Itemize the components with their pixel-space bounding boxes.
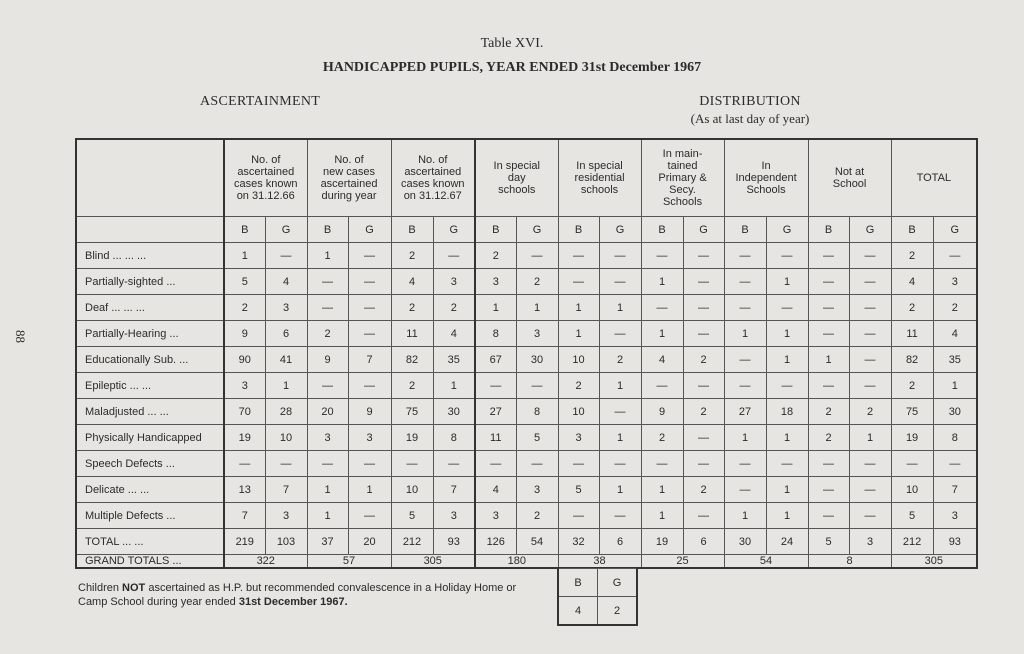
table-cell: 8 bbox=[475, 321, 516, 347]
table-cell: — bbox=[516, 373, 558, 399]
table-cell: 1 bbox=[766, 321, 808, 347]
table-cell: 1 bbox=[808, 347, 849, 373]
table-cell: — bbox=[683, 503, 724, 529]
table-cell: — bbox=[599, 321, 641, 347]
table-cell: 30 bbox=[516, 347, 558, 373]
table-row bbox=[76, 399, 977, 425]
table-cell: 1 bbox=[516, 295, 558, 321]
table-cell: 9 bbox=[641, 399, 683, 425]
table-cell: — bbox=[891, 451, 933, 477]
table-cell: 5 bbox=[391, 503, 433, 529]
table-cell: — bbox=[348, 451, 391, 477]
table-cell: 1 bbox=[766, 503, 808, 529]
table-cell: — bbox=[391, 451, 433, 477]
table-cell: 7 bbox=[224, 503, 265, 529]
table-cell: 3 bbox=[475, 503, 516, 529]
table-cell: 2 bbox=[933, 295, 977, 321]
table-cell: — bbox=[265, 451, 307, 477]
table-cell: 1 bbox=[766, 347, 808, 373]
table-cell: 13 bbox=[224, 477, 265, 503]
table-cell: — bbox=[558, 503, 599, 529]
table-cell: 1 bbox=[348, 477, 391, 503]
table-cell: 2 bbox=[475, 243, 516, 269]
table-cell: — bbox=[599, 243, 641, 269]
row-label: Blind ... ... ... bbox=[76, 243, 224, 269]
table-cell: 2 bbox=[391, 295, 433, 321]
table-cell: — bbox=[766, 243, 808, 269]
handicapped-pupils-table bbox=[75, 138, 978, 569]
table-cell: 93 bbox=[433, 529, 475, 555]
grand-total-cell: 305 bbox=[891, 555, 977, 569]
table-cell: 82 bbox=[891, 347, 933, 373]
table-cell: 18 bbox=[766, 399, 808, 425]
table-cell: — bbox=[724, 451, 766, 477]
table-cell: — bbox=[265, 243, 307, 269]
convalescence-b-value: 4 bbox=[558, 597, 598, 626]
col-group-special-day: In special day schools bbox=[475, 139, 558, 217]
table-cell: 3 bbox=[265, 295, 307, 321]
table-cell: 54 bbox=[516, 529, 558, 555]
table-cell: 28 bbox=[265, 399, 307, 425]
table-row bbox=[76, 347, 977, 373]
ascertainment-label: ASCERTAINMENT bbox=[200, 94, 321, 109]
table-cell: 1 bbox=[849, 425, 891, 451]
table-cell: 10 bbox=[891, 477, 933, 503]
col-group-total: TOTAL bbox=[891, 139, 977, 217]
table-cell: 4 bbox=[475, 477, 516, 503]
table-cell: — bbox=[348, 373, 391, 399]
table-cell: — bbox=[307, 373, 348, 399]
table-cell: 2 bbox=[391, 243, 433, 269]
table-cell: — bbox=[475, 373, 516, 399]
table-cell: 1 bbox=[766, 269, 808, 295]
table-cell: — bbox=[849, 269, 891, 295]
table-cell: 4 bbox=[265, 269, 307, 295]
table-cell: 3 bbox=[265, 503, 307, 529]
table-cell: 1 bbox=[558, 295, 599, 321]
table-cell: 3 bbox=[348, 425, 391, 451]
table-cell: 1 bbox=[599, 477, 641, 503]
table-cell: — bbox=[641, 295, 683, 321]
table-cell: 70 bbox=[224, 399, 265, 425]
girls-header: G bbox=[766, 217, 808, 243]
grand-total-cell: 8 bbox=[808, 555, 891, 569]
table-cell: — bbox=[849, 451, 891, 477]
grand-totals-row bbox=[76, 555, 977, 569]
row-label: Multiple Defects ... bbox=[76, 503, 224, 529]
table-cell: 1 bbox=[433, 373, 475, 399]
table-cell: 2 bbox=[808, 425, 849, 451]
table-cell: 27 bbox=[724, 399, 766, 425]
table-cell: — bbox=[808, 503, 849, 529]
table-cell: — bbox=[641, 243, 683, 269]
table-cell: 8 bbox=[933, 425, 977, 451]
table-cell: 2 bbox=[641, 425, 683, 451]
table-cell: 126 bbox=[475, 529, 516, 555]
table-cell: 2 bbox=[516, 269, 558, 295]
table-cell: — bbox=[849, 373, 891, 399]
girls-header: G bbox=[516, 217, 558, 243]
table-cell: — bbox=[724, 373, 766, 399]
grand-total-cell: 322 bbox=[224, 555, 307, 569]
table-row bbox=[76, 529, 977, 555]
table-cell: 1 bbox=[766, 425, 808, 451]
table-cell: 1 bbox=[641, 477, 683, 503]
table-cell: — bbox=[724, 477, 766, 503]
table-cell: 5 bbox=[558, 477, 599, 503]
table-cell: 10 bbox=[558, 347, 599, 373]
table-cell: 41 bbox=[265, 347, 307, 373]
table-cell: — bbox=[808, 243, 849, 269]
table-cell: — bbox=[348, 295, 391, 321]
table-cell: 3 bbox=[516, 321, 558, 347]
table-cell: — bbox=[849, 243, 891, 269]
boys-header: B bbox=[724, 217, 766, 243]
table-cell: — bbox=[808, 269, 849, 295]
table-cell: — bbox=[683, 373, 724, 399]
table-cell: 103 bbox=[265, 529, 307, 555]
table-cell: — bbox=[599, 503, 641, 529]
table-cell: 19 bbox=[224, 425, 265, 451]
table-cell: 2 bbox=[683, 399, 724, 425]
table-cell: 3 bbox=[433, 503, 475, 529]
table-cell: 4 bbox=[641, 347, 683, 373]
table-cell: 2 bbox=[891, 295, 933, 321]
row-label: Partially-sighted ... bbox=[76, 269, 224, 295]
table-cell: 90 bbox=[224, 347, 265, 373]
table-row bbox=[76, 243, 977, 269]
table-cell: — bbox=[599, 269, 641, 295]
convalescence-table bbox=[557, 568, 638, 626]
table-cell: — bbox=[724, 347, 766, 373]
table-cell: 19 bbox=[891, 425, 933, 451]
row-label: Educationally Sub. ... bbox=[76, 347, 224, 373]
table-cell: — bbox=[516, 243, 558, 269]
table-cell: 1 bbox=[641, 269, 683, 295]
table-cell: 10 bbox=[265, 425, 307, 451]
table-cell: 11 bbox=[391, 321, 433, 347]
girls-header: G bbox=[433, 217, 475, 243]
table-cell: 20 bbox=[307, 399, 348, 425]
table-cell: — bbox=[516, 451, 558, 477]
table-cell: — bbox=[558, 269, 599, 295]
table-cell: 9 bbox=[224, 321, 265, 347]
grand-total-cell: 25 bbox=[641, 555, 724, 569]
table-cell: — bbox=[641, 373, 683, 399]
table-cell: — bbox=[683, 243, 724, 269]
corner-cell bbox=[76, 139, 224, 217]
row-label: TOTAL ... ... bbox=[76, 529, 224, 555]
table-row bbox=[76, 269, 977, 295]
table-cell: 212 bbox=[391, 529, 433, 555]
table-cell: 19 bbox=[391, 425, 433, 451]
table-cell: 8 bbox=[433, 425, 475, 451]
row-label: Epileptic ... ... bbox=[76, 373, 224, 399]
table-cell: 219 bbox=[224, 529, 265, 555]
table-cell: 11 bbox=[475, 425, 516, 451]
col-group-special-residential: In special residential schools bbox=[558, 139, 641, 217]
table-cell: 1 bbox=[599, 295, 641, 321]
row-label: Physically Handicapped bbox=[76, 425, 224, 451]
table-cell: — bbox=[224, 451, 265, 477]
convalescence-g-value: 2 bbox=[598, 597, 638, 626]
table-cell: 6 bbox=[265, 321, 307, 347]
table-cell: 20 bbox=[348, 529, 391, 555]
table-cell: 2 bbox=[891, 373, 933, 399]
table-cell: 2 bbox=[516, 503, 558, 529]
table-body bbox=[76, 243, 977, 555]
table-cell: 6 bbox=[599, 529, 641, 555]
table-cell: 3 bbox=[933, 269, 977, 295]
col-group-independent-schools: In Independent Schools bbox=[724, 139, 808, 217]
table-cell: 1 bbox=[307, 477, 348, 503]
table-cell: 3 bbox=[475, 269, 516, 295]
table-cell: — bbox=[849, 503, 891, 529]
table-cell: 5 bbox=[891, 503, 933, 529]
table-cell: 1 bbox=[307, 243, 348, 269]
table-cell: — bbox=[766, 295, 808, 321]
table-cell: 67 bbox=[475, 347, 516, 373]
grand-total-cell: 57 bbox=[307, 555, 391, 569]
girls-header: G bbox=[849, 217, 891, 243]
boys-header: B bbox=[391, 217, 433, 243]
table-cell: 1 bbox=[265, 373, 307, 399]
table-title: Table XVI. bbox=[480, 36, 544, 51]
table-cell: 30 bbox=[433, 399, 475, 425]
girls-header: G bbox=[933, 217, 977, 243]
table-cell: 75 bbox=[391, 399, 433, 425]
col-group-new-cases: No. of new cases ascertained during year bbox=[307, 139, 391, 217]
table-cell: 2 bbox=[224, 295, 265, 321]
table-cell: 4 bbox=[391, 269, 433, 295]
table-row bbox=[76, 503, 977, 529]
girls-header: G bbox=[265, 217, 307, 243]
table-cell: 3 bbox=[433, 269, 475, 295]
table-cell: 2 bbox=[849, 399, 891, 425]
table-cell: — bbox=[766, 373, 808, 399]
table-cell: 27 bbox=[475, 399, 516, 425]
table-cell: — bbox=[683, 269, 724, 295]
table-cell: 3 bbox=[224, 373, 265, 399]
table-cell: — bbox=[766, 451, 808, 477]
table-cell: — bbox=[307, 451, 348, 477]
table-cell: — bbox=[641, 451, 683, 477]
table-cell: 35 bbox=[933, 347, 977, 373]
table-cell: — bbox=[683, 321, 724, 347]
table-cell: 7 bbox=[348, 347, 391, 373]
convalescence-g-header: G bbox=[598, 569, 638, 597]
table-row bbox=[76, 295, 977, 321]
table-cell: 3 bbox=[307, 425, 348, 451]
table-cell: 2 bbox=[391, 373, 433, 399]
table-cell: 11 bbox=[891, 321, 933, 347]
table-cell: 1 bbox=[724, 321, 766, 347]
table-cell: 5 bbox=[808, 529, 849, 555]
table-cell: 2 bbox=[307, 321, 348, 347]
table-cell: — bbox=[849, 477, 891, 503]
page-number: 88 bbox=[13, 330, 28, 343]
table-cell: 30 bbox=[933, 399, 977, 425]
table-cell: 2 bbox=[599, 347, 641, 373]
table-cell: 1 bbox=[641, 321, 683, 347]
table-cell: 37 bbox=[307, 529, 348, 555]
table-cell: 4 bbox=[933, 321, 977, 347]
table-cell: 2 bbox=[433, 295, 475, 321]
table-cell: 1 bbox=[475, 295, 516, 321]
col-group-cases-3112-66: No. of ascertained cases known on 31.12.66 bbox=[224, 139, 307, 217]
table-cell: — bbox=[724, 295, 766, 321]
table-cell: 3 bbox=[933, 503, 977, 529]
grand-total-cell: 54 bbox=[724, 555, 808, 569]
table-cell: 3 bbox=[516, 477, 558, 503]
table-cell: 32 bbox=[558, 529, 599, 555]
table-cell: 3 bbox=[849, 529, 891, 555]
table-cell: 19 bbox=[641, 529, 683, 555]
table-cell: 8 bbox=[516, 399, 558, 425]
table-cell: 4 bbox=[433, 321, 475, 347]
table-cell: — bbox=[683, 451, 724, 477]
table-cell: 1 bbox=[724, 503, 766, 529]
table-cell: 10 bbox=[558, 399, 599, 425]
table-cell: — bbox=[808, 451, 849, 477]
table-cell: 2 bbox=[683, 347, 724, 373]
table-cell: — bbox=[808, 373, 849, 399]
table-cell: 9 bbox=[307, 347, 348, 373]
table-row bbox=[76, 321, 977, 347]
table-cell: 1 bbox=[641, 503, 683, 529]
table-row bbox=[76, 425, 977, 451]
table-cell: 1 bbox=[599, 373, 641, 399]
table-cell: — bbox=[475, 451, 516, 477]
table-cell: 1 bbox=[724, 425, 766, 451]
table-cell: — bbox=[433, 243, 475, 269]
row-label: Deaf ... ... ... bbox=[76, 295, 224, 321]
table-cell: 10 bbox=[391, 477, 433, 503]
table-cell: — bbox=[307, 269, 348, 295]
table-cell: 5 bbox=[224, 269, 265, 295]
table-cell: 3 bbox=[558, 425, 599, 451]
row-label: Maladjusted ... ... bbox=[76, 399, 224, 425]
row-label: Partially-Hearing ... bbox=[76, 321, 224, 347]
distribution-subtitle: (As at last day of year) bbox=[690, 111, 810, 126]
col-group-cases-3112-67: No. of ascertained cases known on 31.12.67 bbox=[391, 139, 475, 217]
footnote: Children NOT ascertained as H.P. but recommended convalescence in a Holiday Home or Camp School during year ended 31st December 1967. bbox=[78, 582, 517, 608]
main-heading: HANDICAPPED PUPILS, YEAR ENDED 31st December 1967 bbox=[322, 60, 702, 75]
table-cell: 2 bbox=[558, 373, 599, 399]
row-label: Delicate ... ... bbox=[76, 477, 224, 503]
grand-total-cell: 305 bbox=[391, 555, 475, 569]
table-row bbox=[76, 477, 977, 503]
table-cell: 75 bbox=[891, 399, 933, 425]
table-cell: 5 bbox=[516, 425, 558, 451]
distribution-label: DISTRIBUTION bbox=[699, 94, 801, 109]
table-cell: — bbox=[849, 347, 891, 373]
table-cell: 2 bbox=[891, 243, 933, 269]
grand-totals-label: GRAND TOTALS ... bbox=[76, 555, 224, 569]
boys-header: B bbox=[641, 217, 683, 243]
table-cell: 6 bbox=[683, 529, 724, 555]
boys-header: B bbox=[224, 217, 265, 243]
table-row bbox=[76, 373, 977, 399]
boys-header: B bbox=[475, 217, 516, 243]
row-label: Speech Defects ... bbox=[76, 451, 224, 477]
table-cell: 1 bbox=[307, 503, 348, 529]
table-cell: 7 bbox=[433, 477, 475, 503]
col-group-not-at-school: Not at School bbox=[808, 139, 891, 217]
table-cell: 82 bbox=[391, 347, 433, 373]
bg-corner-cell bbox=[76, 217, 224, 243]
table-cell: — bbox=[849, 321, 891, 347]
table-cell: 2 bbox=[808, 399, 849, 425]
boys-header: B bbox=[307, 217, 348, 243]
girls-header: G bbox=[599, 217, 641, 243]
girls-header: G bbox=[683, 217, 724, 243]
table-cell: — bbox=[724, 269, 766, 295]
table-cell: — bbox=[808, 477, 849, 503]
table-cell: 24 bbox=[766, 529, 808, 555]
col-group-maintained-schools: In main- tained Primary & Secy. Schools bbox=[641, 139, 724, 217]
grand-total-cell: 180 bbox=[475, 555, 558, 569]
table-cell: — bbox=[558, 243, 599, 269]
girls-header: G bbox=[348, 217, 391, 243]
table-cell: — bbox=[348, 503, 391, 529]
grand-total-cell: 38 bbox=[558, 555, 641, 569]
table-cell: — bbox=[683, 295, 724, 321]
table-cell: 30 bbox=[724, 529, 766, 555]
table-cell: 1 bbox=[933, 373, 977, 399]
table-cell: — bbox=[683, 425, 724, 451]
table-cell: 212 bbox=[891, 529, 933, 555]
group-header-row bbox=[76, 139, 977, 217]
table-cell: 93 bbox=[933, 529, 977, 555]
table-cell: — bbox=[599, 399, 641, 425]
table-cell: — bbox=[849, 295, 891, 321]
table-cell: — bbox=[724, 243, 766, 269]
table-cell: — bbox=[307, 295, 348, 321]
boys-header: B bbox=[891, 217, 933, 243]
table-cell: — bbox=[933, 243, 977, 269]
table-cell: 1 bbox=[558, 321, 599, 347]
table-cell: — bbox=[808, 295, 849, 321]
table-cell: 4 bbox=[891, 269, 933, 295]
table-cell: 9 bbox=[348, 399, 391, 425]
table-cell: — bbox=[348, 243, 391, 269]
table-cell: — bbox=[348, 321, 391, 347]
table-cell: — bbox=[558, 451, 599, 477]
table-cell: — bbox=[599, 451, 641, 477]
table-row bbox=[76, 451, 977, 477]
table-cell: 1 bbox=[766, 477, 808, 503]
table-cell: 7 bbox=[933, 477, 977, 503]
table-cell: 35 bbox=[433, 347, 475, 373]
table-cell: — bbox=[348, 269, 391, 295]
table-cell: — bbox=[933, 451, 977, 477]
boys-header: B bbox=[558, 217, 599, 243]
table-cell: — bbox=[808, 321, 849, 347]
table-cell: 1 bbox=[224, 243, 265, 269]
table-cell: — bbox=[433, 451, 475, 477]
table-cell: 7 bbox=[265, 477, 307, 503]
table-cell: 1 bbox=[599, 425, 641, 451]
table-cell: 2 bbox=[683, 477, 724, 503]
boys-header: B bbox=[808, 217, 849, 243]
convalescence-b-header: B bbox=[558, 569, 598, 597]
bg-header-row bbox=[76, 217, 977, 243]
